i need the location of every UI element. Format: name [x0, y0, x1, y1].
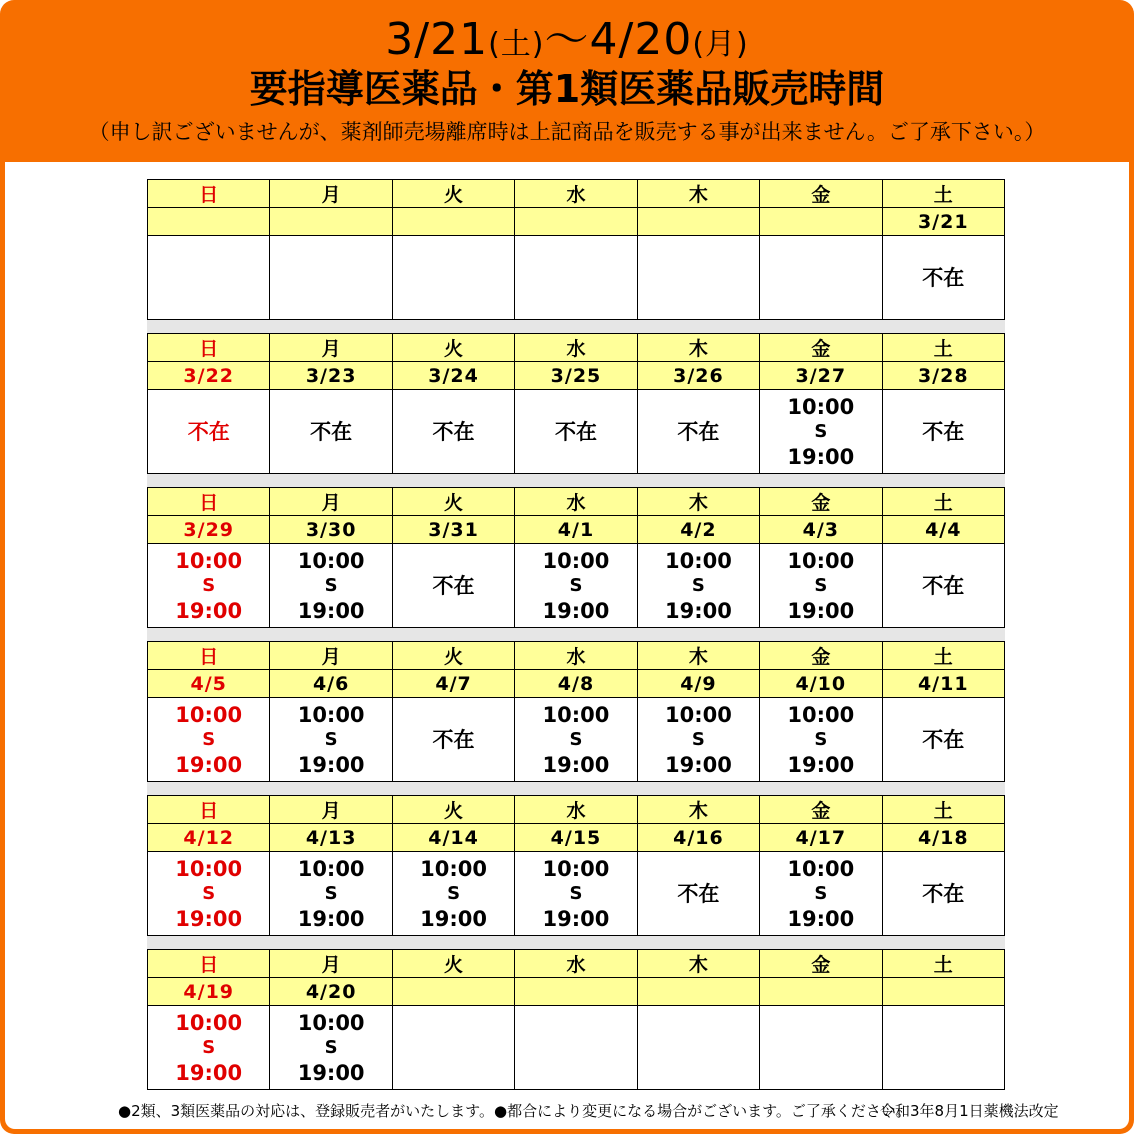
weekday-header: 水 — [515, 642, 637, 670]
weekday-header: 日 — [148, 180, 270, 208]
calendar-week — [147, 333, 1005, 474]
date-cell — [760, 978, 882, 1006]
hours-open-to: 19:00 — [175, 1060, 243, 1085]
hours-tilde: S — [569, 882, 583, 904]
hours-open-from: 10:00 — [175, 856, 243, 881]
hours-open-from: 10:00 — [297, 548, 365, 573]
table-row — [148, 362, 1005, 390]
hours-tilde: S — [569, 574, 583, 596]
week-table — [147, 487, 1005, 628]
header — [0, 0, 1134, 162]
hours-tilde: S — [814, 574, 828, 596]
hours-open-to: 19:00 — [175, 752, 243, 777]
hours-open-from: 10:00 — [297, 1010, 365, 1035]
table-row — [148, 824, 1005, 852]
weekday-header: 木 — [637, 180, 759, 208]
weekday-header: 水 — [515, 950, 637, 978]
table-row — [148, 488, 1005, 516]
hours-tilde: S — [324, 882, 338, 904]
absent-label: 不在 — [310, 419, 353, 444]
title-date-from: 3/21 — [385, 14, 489, 65]
hours-open-to: 19:00 — [175, 906, 243, 931]
hours-open-to: 19:00 — [787, 752, 855, 777]
weekday-header: 日 — [148, 642, 270, 670]
date-cell: 4/1 — [515, 516, 637, 544]
table-row — [148, 516, 1005, 544]
table-row — [148, 852, 1005, 936]
hours-open-from: 10:00 — [542, 856, 610, 881]
footer-note: ●2類、3類医薬品の対応は、登録販売者がいたします。●都合により変更になる場合がございます。ご了承ください。 — [118, 1102, 911, 1120]
hours-cell — [392, 698, 514, 782]
hours-open-from: 10:00 — [664, 702, 732, 727]
weekday-header: 火 — [392, 950, 514, 978]
weekday-header: 月 — [270, 180, 392, 208]
table-row — [148, 1006, 1005, 1090]
hours-cell — [148, 236, 270, 320]
weekday-header: 水 — [515, 796, 637, 824]
hours-cell — [882, 544, 1004, 628]
date-cell: 4/6 — [270, 670, 392, 698]
absent-label: 不在 — [922, 265, 965, 290]
hours-cell — [148, 544, 270, 628]
page-title — [0, 14, 1134, 71]
hours-open-to: 19:00 — [297, 752, 365, 777]
hours-tilde: S — [202, 1036, 216, 1058]
table-row — [148, 670, 1005, 698]
week-separator — [147, 320, 1005, 333]
hours-cell — [392, 1006, 514, 1090]
hours-cell — [882, 1006, 1004, 1090]
absent-label: 不在 — [922, 573, 965, 598]
hours-cell — [882, 698, 1004, 782]
date-cell: 4/14 — [392, 824, 514, 852]
date-cell: 4/13 — [270, 824, 392, 852]
hours-open-from: 10:00 — [787, 702, 855, 727]
hours-tilde: S — [691, 574, 705, 596]
calendar-week — [147, 795, 1005, 936]
date-cell: 4/9 — [637, 670, 759, 698]
absent-label: 不在 — [432, 419, 475, 444]
hours-cell — [515, 390, 637, 474]
absent-label: 不在 — [432, 573, 475, 598]
hours-cell — [148, 390, 270, 474]
table-row — [148, 390, 1005, 474]
weekday-header: 木 — [637, 642, 759, 670]
hours-cell — [882, 852, 1004, 936]
hours-cell — [760, 390, 882, 474]
date-cell: 4/3 — [760, 516, 882, 544]
date-cell — [270, 208, 392, 236]
hours-cell — [760, 852, 882, 936]
hours-open-from: 10:00 — [787, 394, 855, 419]
date-cell — [637, 978, 759, 1006]
hours-cell — [148, 852, 270, 936]
weekday-header: 火 — [392, 334, 514, 362]
weekday-header: 月 — [270, 642, 392, 670]
hours-open-to: 19:00 — [787, 444, 855, 469]
hours-cell — [392, 852, 514, 936]
weekday-header: 日 — [148, 488, 270, 516]
weekday-header: 金 — [760, 796, 882, 824]
hours-tilde: S — [814, 420, 828, 442]
table-row — [148, 236, 1005, 320]
title-date-to: 4/20 — [589, 14, 693, 65]
table-row — [148, 334, 1005, 362]
hours-cell — [148, 698, 270, 782]
hours-tilde: S — [324, 574, 338, 596]
hours-open-from: 10:00 — [542, 702, 610, 727]
week-table — [147, 949, 1005, 1090]
date-cell: 4/19 — [148, 978, 270, 1006]
hours-cell — [148, 1006, 270, 1090]
table-row — [148, 950, 1005, 978]
week-table — [147, 179, 1005, 320]
hours-cell — [760, 1006, 882, 1090]
date-cell — [515, 208, 637, 236]
week-separator — [147, 936, 1005, 949]
table-row — [148, 642, 1005, 670]
calendar-week — [147, 179, 1005, 320]
hours-cell — [637, 236, 759, 320]
hours-cell — [637, 544, 759, 628]
date-cell: 4/10 — [760, 670, 882, 698]
absent-label: 不在 — [677, 419, 720, 444]
hours-open-to: 19:00 — [297, 598, 365, 623]
hours-open-from: 10:00 — [542, 548, 610, 573]
absent-label: 不在 — [677, 881, 720, 906]
weekday-header: 土 — [882, 180, 1004, 208]
weekday-header: 日 — [148, 334, 270, 362]
date-cell — [882, 978, 1004, 1006]
date-cell: 4/18 — [882, 824, 1004, 852]
hours-tilde: S — [324, 728, 338, 750]
date-cell: 3/30 — [270, 516, 392, 544]
hours-open-from: 10:00 — [664, 548, 732, 573]
hours-tilde: S — [814, 728, 828, 750]
hours-cell — [270, 852, 392, 936]
hours-cell — [392, 544, 514, 628]
hours-tilde: S — [569, 728, 583, 750]
weekday-header: 火 — [392, 488, 514, 516]
date-cell: 3/29 — [148, 516, 270, 544]
hours-cell — [270, 544, 392, 628]
hours-tilde: S — [202, 728, 216, 750]
date-cell: 4/4 — [882, 516, 1004, 544]
date-cell: 4/5 — [148, 670, 270, 698]
date-cell: 4/2 — [637, 516, 759, 544]
weekday-header: 水 — [515, 334, 637, 362]
hours-tilde: S — [691, 728, 705, 750]
date-cell: 3/24 — [392, 362, 514, 390]
weekday-header: 金 — [760, 488, 882, 516]
weekday-header: 月 — [270, 488, 392, 516]
date-cell: 4/12 — [148, 824, 270, 852]
week-separator — [147, 782, 1005, 795]
weekday-header: 金 — [760, 642, 882, 670]
page-subtitle: 要指導医薬品・第1類医薬品販売時間 — [249, 67, 885, 111]
weekday-header: 木 — [637, 334, 759, 362]
hours-cell — [637, 390, 759, 474]
weekday-header: 土 — [882, 488, 1004, 516]
date-cell: 3/22 — [148, 362, 270, 390]
date-cell: 4/17 — [760, 824, 882, 852]
hours-cell — [270, 1006, 392, 1090]
hours-cell — [270, 236, 392, 320]
weekday-header: 月 — [270, 796, 392, 824]
date-cell — [392, 208, 514, 236]
table-row — [148, 544, 1005, 628]
hours-open-to: 19:00 — [297, 1060, 365, 1085]
weekday-header: 日 — [148, 950, 270, 978]
calendar-week — [147, 487, 1005, 628]
hours-open-to: 19:00 — [664, 752, 732, 777]
weekday-header: 土 — [882, 334, 1004, 362]
hours-open-from: 10:00 — [175, 548, 243, 573]
weekday-header: 金 — [760, 950, 882, 978]
hours-tilde: S — [324, 1036, 338, 1058]
hours-cell — [760, 236, 882, 320]
calendar-week — [147, 949, 1005, 1090]
hours-cell — [760, 544, 882, 628]
date-cell: 3/21 — [882, 208, 1004, 236]
hours-open-to: 19:00 — [297, 906, 365, 931]
date-cell: 4/20 — [270, 978, 392, 1006]
absent-label: 不在 — [922, 727, 965, 752]
calendar-week — [147, 641, 1005, 782]
hours-open-to: 19:00 — [787, 598, 855, 623]
weekday-header: 月 — [270, 334, 392, 362]
date-cell — [637, 208, 759, 236]
hours-open-from: 10:00 — [787, 548, 855, 573]
hours-cell — [882, 390, 1004, 474]
weekday-header: 日 — [148, 796, 270, 824]
hours-open-from: 10:00 — [297, 702, 365, 727]
footer-revision: 令和3年8月1日薬機法改定 — [880, 1102, 1059, 1120]
hours-cell — [392, 236, 514, 320]
hours-cell — [760, 698, 882, 782]
hours-open-to: 19:00 — [542, 598, 610, 623]
date-cell: 3/25 — [515, 362, 637, 390]
hours-cell — [515, 544, 637, 628]
hours-cell — [637, 1006, 759, 1090]
date-cell: 3/23 — [270, 362, 392, 390]
date-cell: 4/15 — [515, 824, 637, 852]
weekday-header: 土 — [882, 642, 1004, 670]
weekday-header: 火 — [392, 180, 514, 208]
table-row — [148, 208, 1005, 236]
absent-label: 不在 — [922, 881, 965, 906]
weekday-header: 木 — [637, 950, 759, 978]
header-note: （申し訳ございませんが、薬剤師売場離席時は上記商品を販売する事が出来ません。ご了承下さい。） — [88, 120, 1046, 144]
week-table — [147, 333, 1005, 474]
date-cell: 3/26 — [637, 362, 759, 390]
weekday-header: 月 — [270, 950, 392, 978]
weekday-header: 木 — [637, 796, 759, 824]
hours-open-from: 10:00 — [420, 856, 487, 881]
weekday-header: 土 — [882, 796, 1004, 824]
week-table — [147, 795, 1005, 936]
weekday-header: 金 — [760, 334, 882, 362]
week-table — [147, 641, 1005, 782]
weekday-header: 水 — [515, 180, 637, 208]
hours-cell — [392, 390, 514, 474]
title-day-from: (土) — [488, 27, 545, 62]
hours-tilde: S — [202, 882, 216, 904]
hours-cell — [515, 698, 637, 782]
hours-open-to: 19:00 — [175, 598, 243, 623]
date-cell: 3/31 — [392, 516, 514, 544]
weekday-header: 水 — [515, 488, 637, 516]
weekday-header: 木 — [637, 488, 759, 516]
hours-open-to: 19:00 — [664, 598, 732, 623]
weekday-header: 金 — [760, 180, 882, 208]
absent-label: 不在 — [554, 419, 597, 444]
hours-cell — [882, 236, 1004, 320]
title-day-to: (月) — [692, 27, 749, 62]
date-cell — [515, 978, 637, 1006]
hours-cell — [637, 852, 759, 936]
date-cell: 3/28 — [882, 362, 1004, 390]
date-cell — [392, 978, 514, 1006]
hours-cell — [515, 1006, 637, 1090]
absent-label: 不在 — [432, 727, 475, 752]
table-row — [148, 180, 1005, 208]
hours-open-to: 19:00 — [542, 752, 610, 777]
hours-cell — [515, 236, 637, 320]
table-row — [148, 796, 1005, 824]
hours-tilde: S — [447, 882, 461, 904]
hours-open-to: 19:00 — [787, 906, 855, 931]
date-cell: 3/27 — [760, 362, 882, 390]
date-cell — [760, 208, 882, 236]
hours-open-to: 19:00 — [420, 906, 487, 931]
hours-tilde: S — [814, 882, 828, 904]
hours-cell — [637, 698, 759, 782]
table-row — [148, 698, 1005, 782]
hours-open-from: 10:00 — [175, 1010, 243, 1035]
date-cell: 4/11 — [882, 670, 1004, 698]
title-tilde: ～ — [544, 14, 590, 65]
absent-label: 不在 — [187, 419, 230, 444]
hours-cell — [270, 390, 392, 474]
week-separator — [147, 628, 1005, 641]
hours-cell — [515, 852, 637, 936]
weekday-header: 火 — [392, 642, 514, 670]
hours-open-from: 10:00 — [787, 856, 855, 881]
date-cell — [148, 208, 270, 236]
hours-cell — [270, 698, 392, 782]
date-cell: 4/16 — [637, 824, 759, 852]
absent-label: 不在 — [922, 419, 965, 444]
weekday-header: 土 — [882, 950, 1004, 978]
hours-tilde: S — [202, 574, 216, 596]
date-cell: 4/7 — [392, 670, 514, 698]
date-cell: 4/8 — [515, 670, 637, 698]
hours-open-from: 10:00 — [297, 856, 365, 881]
weekday-header: 火 — [392, 796, 514, 824]
table-row — [148, 978, 1005, 1006]
week-separator — [147, 474, 1005, 487]
hours-open-from: 10:00 — [175, 702, 243, 727]
hours-open-to: 19:00 — [542, 906, 610, 931]
